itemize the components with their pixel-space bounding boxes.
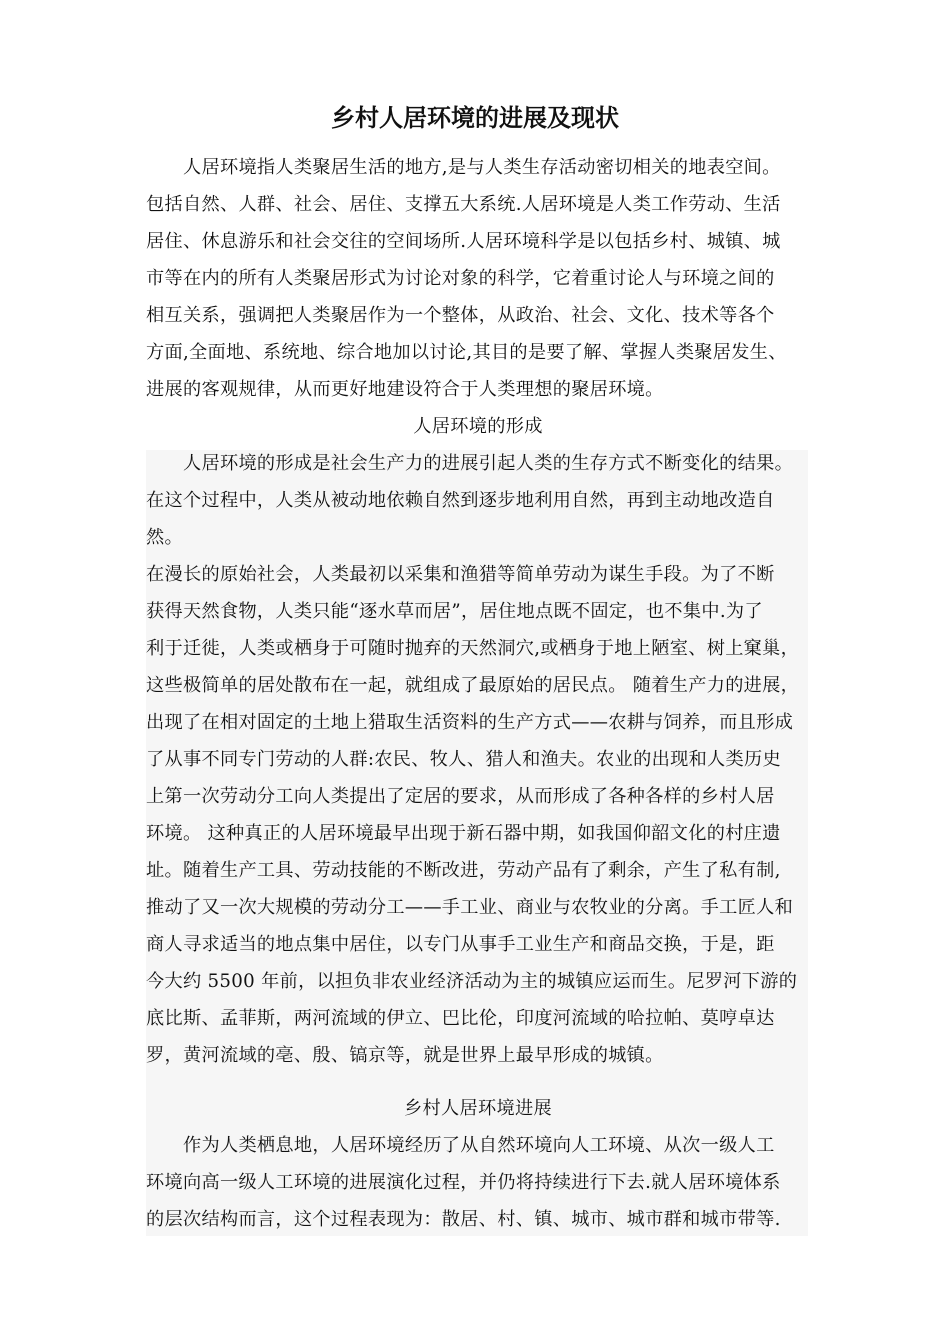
text-line: 人居环境的形成是社会生产力的进展引起人类的生存方式不断变化的结果。	[146, 453, 794, 474]
text-line: 在这个过程中，人类从被动地依赖自然到逐步地利用自然，再到主动地改造自	[146, 490, 775, 511]
text-line: 方面,全面地、系统地、综合地加以讨论,其目的是要了解、掌握人类聚居发生、	[146, 342, 787, 363]
text-line: 出现了在相对固定的土地上猎取生活资料的生产方式——农耕与饲养，而且形成	[146, 712, 794, 733]
text-line: 包括自然、人群、社会、居住、支撑五大系统.人居环境是人类工作劳动、生活	[146, 194, 781, 215]
text-line: 底比斯、孟菲斯，两河流域的伊立、巴比伦，印度河流域的哈拉帕、莫哼卓达	[146, 1008, 775, 1029]
text-line: 居住、休息游乐和社会交往的空间场所.人居环境科学是以包括乡村、城镇、城	[146, 231, 781, 252]
text-line: 市等在内的所有人类聚居形式为讨论对象的科学，它着重讨论人与环境之间的	[146, 268, 775, 289]
text-line: 利于迁徙，人类或栖身于可随时抛弃的天然洞穴,或栖身于地上陋室、树上窠巢，	[146, 638, 800, 659]
text-line: 作为人类栖息地，人居环境经历了从自然环境向人工环境、从次一级人工	[146, 1135, 775, 1156]
text-line: 罗，黄河流域的亳、殷、镐京等，就是世界上最早形成的城镇。	[146, 1045, 664, 1066]
document-title: 乡村人居环境的进展及现状	[331, 104, 619, 132]
text-line: 获得天然食物，人类只能“逐水草而居”，居住地点既不固定，也不集中.为了	[146, 601, 763, 622]
text-line: 址。随着生产工具、劳动技能的不断改进，劳动产品有了剩余，产生了私有制,	[146, 860, 781, 881]
text-line: 这些极简单的居处散布在一起，就组成了最原始的居民点。 随着生产力的进展，	[146, 675, 800, 696]
section-heading: 人居环境的形成	[413, 416, 543, 437]
intro-paragraph	[146, 149, 810, 408]
text-line: 进展的客观规律，从而更好地建设符合于人类理想的聚居环境。	[146, 379, 664, 400]
text-line: 推动了又一次大规模的劳动分工——手工业、商业与农牧业的分离。手工匠人和	[146, 897, 794, 918]
text-line: 环境。 这种真正的人居环境最早出现于新石器中期，如我国仰韶文化的村庄遗	[146, 823, 781, 844]
text-line: 在漫长的原始社会，人类最初以采集和渔猎等简单劳动为谋生手段。为了不断	[146, 564, 775, 585]
text-line: 然。	[146, 527, 183, 548]
text-line: 今大约 5500 年前，以担负非农业经济活动为主的城镇应运而生。尼罗河下游的	[146, 971, 798, 992]
section-2	[146, 1090, 810, 1238]
text-line: 相互关系，强调把人类聚居作为一个整体，从政治、社会、文化、技术等各个	[146, 305, 775, 326]
section-1	[146, 408, 810, 1074]
text-line: 了从事不同专门劳动的人群:农民、牧人、猎人和渔夫。农业的出现和人类历史	[146, 749, 782, 770]
text-line: 商人寻求适当的地点集中居住，以专门从事手工业生产和商品交换，于是，距	[146, 934, 775, 955]
text-line: 的层次结构而言，这个过程表现为：散居、村、镇、城市、城市群和城市带等.	[146, 1209, 781, 1230]
section-heading: 乡村人居环境进展	[404, 1098, 552, 1119]
text-line: 上第一次劳动分工向人类提出了定居的要求，从而形成了各种各样的乡村人居	[146, 786, 775, 807]
text-line: 环境向高一级人工环境的进展演化过程，并仍将持续进行下去.就人居环境体系	[146, 1172, 781, 1193]
text-line: 人居环境指人类聚居生活的地方,是与人类生存活动密切相关的地表空间。	[146, 157, 781, 178]
